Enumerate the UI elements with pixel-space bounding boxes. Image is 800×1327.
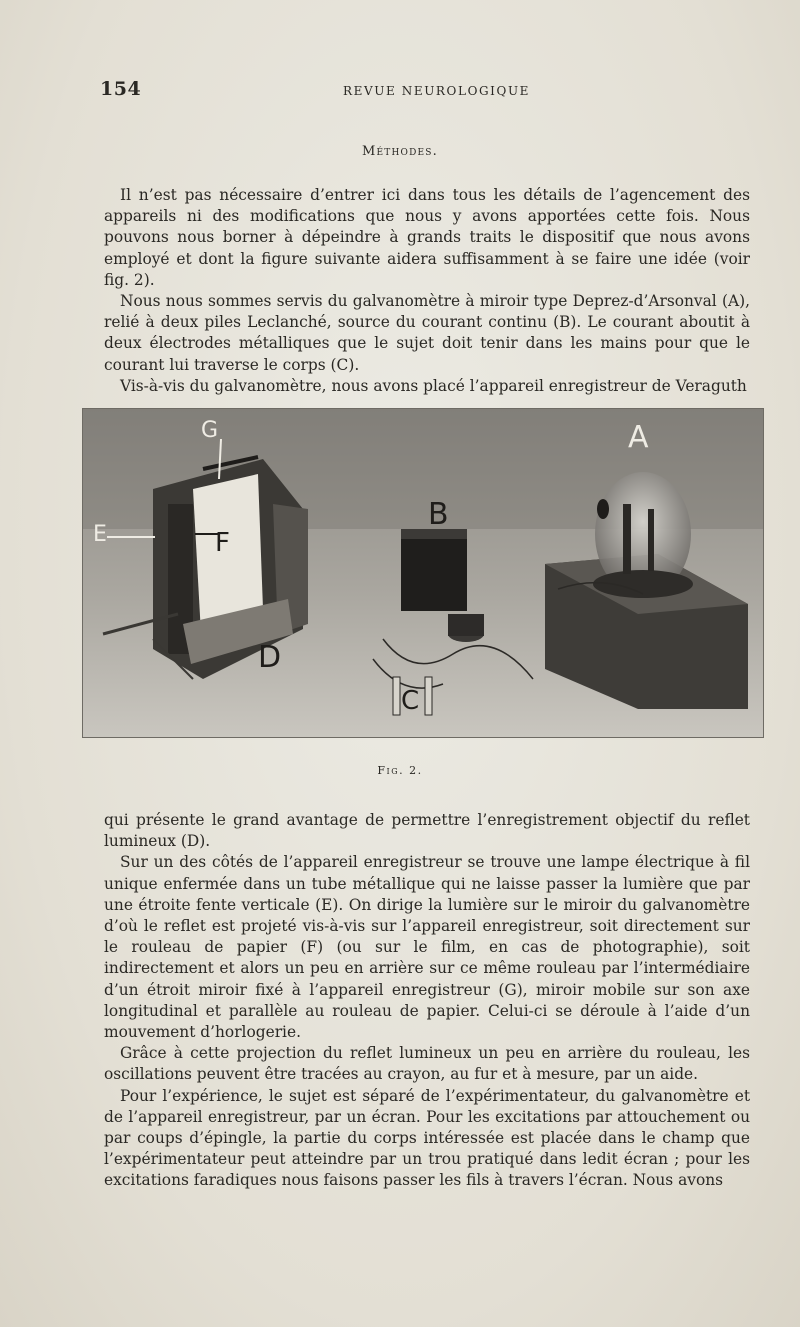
paragraph: Sur un des côtés de l’appareil enregistreur se trouve une lampe électrique à fil unique enfermée dans un tube métallique qui ne laisse passer la lumière que par une étroite fente verticale (E). On dirige la lumière sur le miroir du galvanomètre d’où le reflet est projeté vis-à-vis sur l’appareil enregistreur, soit directement sur le rouleau de papier (F) (ou sur le film, en cas de photographie), soit indirectement et alors un peu en arrière sur ce même rouleau par l’intermédiaire d’un étroit miroir fixé à l’appareil enregistreur (G), miroir mobile sur son axe longitudinal et parallèle au rouleau de papier. Celui-ci se déroule à l’aide d’un mouvement d’horlogerie. (104, 853, 750, 1042)
section-title: Méthodes. (362, 144, 438, 159)
figure-photograph (82, 408, 764, 738)
paragraph: Nous nous sommes servis du galvanomètre à miroir type Deprez-d’Arsonval (A), relié à deux piles Leclanché, source du courant continu (B). Le courant aboutit à deux électrodes métalliques que le sujet doit tenir dans les mains pour que le courant lui traverse le corps (C). (104, 292, 750, 374)
figure-label-e: E (93, 522, 107, 547)
journal-title: REVUE NEUROLOGIQUE (343, 84, 531, 98)
figure-label-b: B (428, 497, 449, 532)
page-number: 154 (100, 78, 142, 100)
body-text-top (104, 185, 750, 397)
running-head (100, 78, 750, 102)
paragraph: Vis-à-vis du galvanomètre, nous avons placé l’appareil enregistreur de Veraguth (120, 376, 747, 395)
paragraph: Il n’est pas nécessaire d’entrer ici dans tous les détails de l’agencement des appareils ni des modifications que nous y avons apportées cette fois. Nous pouvons nous borner à dépeindre à grands traits le dispositif que nous avons employé et dont la figure suivante aidera suffisamment à se faire une idée (voir fig. 2). (104, 186, 750, 289)
paragraph: Pour l’expérience, le sujet est séparé de l’expérimentateur, du galvanomètre et de l’appareil enregistreur, par un écran. Pour les excitations par attouchement ou par coups d’épingle, la partie du corps intéressée est placée dans le champ que l’expérimentateur peut atteindre par un trou pratiqué dans ledit écran ; pour les excitations faradiques nous faisons passer les fils à travers l’écran. Nous avons (104, 1086, 750, 1190)
figure-caption: Fig. 2. (377, 764, 423, 777)
figure-label-d: D (258, 640, 282, 675)
apparatus-photo (83, 409, 763, 737)
figure-label-c: C (401, 686, 420, 716)
figure-label-a: A (628, 420, 649, 455)
paragraph: qui présente le grand avantage de permettre l’enregistrement objectif du reflet lumineux (D). (104, 811, 750, 851)
figure-label-f: F (215, 528, 230, 558)
body-text-bottom (104, 810, 750, 1192)
paragraph: Grâce à cette projection du reflet lumineux un peu en arrière du rouleau, les oscillations peuvent être tracées au crayon, au fur et à mesure, par un aide. (104, 1044, 750, 1084)
figure-label-g: G (201, 418, 219, 443)
